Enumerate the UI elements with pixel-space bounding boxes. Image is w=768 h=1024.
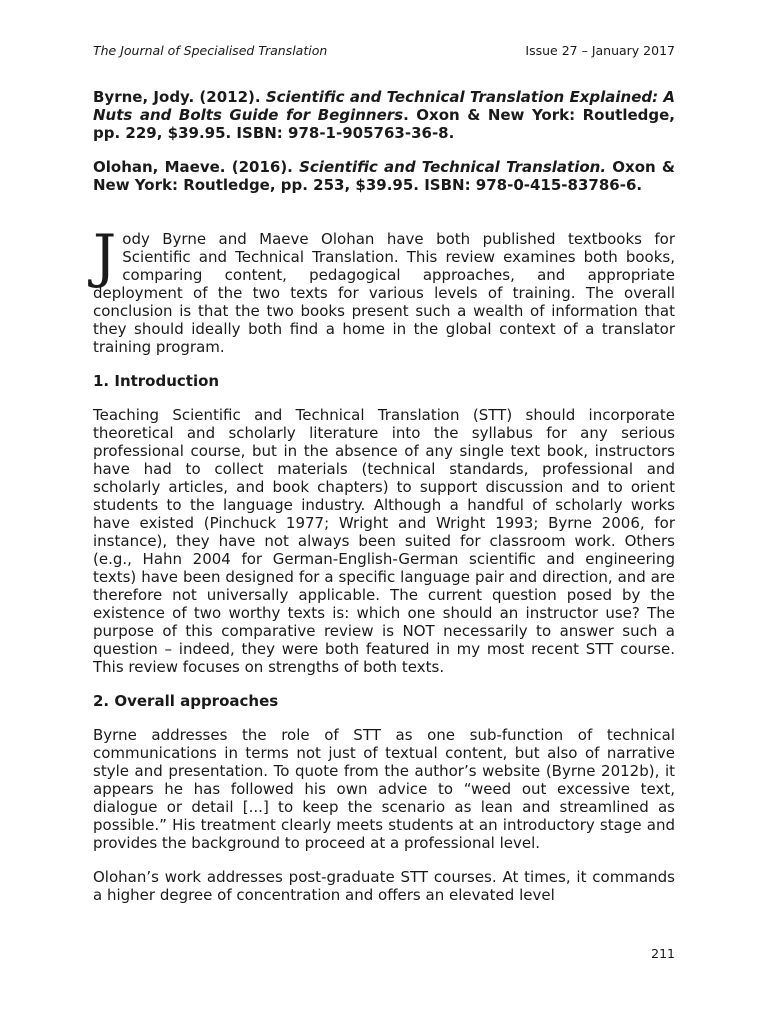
reference-olohan: [93, 158, 675, 194]
reference-byrne: [93, 88, 675, 142]
abstract-text: ody Byrne and Maeve Olohan have both published textbooks for Scientific and Technical Translation. This review examines both books, comparing content, pedagogical approaches, and appropriate deployment of the two texts for various levels of training. The overall conclusion is that the two books present such a wealth of information that they should ideally both find a home in the global context of a translator training program.: [93, 230, 675, 356]
reference-title: Scientific and Technical Translation.: [299, 158, 607, 176]
journal-title: The Journal of Specialised Translation: [93, 43, 328, 58]
reference-author: Olohan, Maeve. (2016).: [93, 158, 293, 176]
article-body: [93, 222, 675, 920]
section-heading-overall-approaches: 2. Overall approaches: [93, 692, 279, 710]
section-heading-introduction: 1. Introduction: [93, 372, 220, 390]
reference-details: Oxon & New York: Routledge, pp. 253, $39.95. ISBN: 978-0-415-83786-6.: [93, 158, 675, 194]
reference-title: Scientific and Technical Translation Explained: A Nuts and Bolts Guide for Beginners: [93, 88, 675, 124]
book-references: [93, 88, 675, 210]
page-number: 211: [651, 946, 675, 961]
drop-cap: J: [93, 222, 117, 290]
paragraph: Olohan’s work addresses post-graduate STT courses. At times, it commands a higher degree of concentration and offers an elevated level: [93, 868, 675, 904]
reference-details: . Oxon & New York: Routledge, pp. 229, $39.95. ISBN: 978-1-905763-36-8.: [93, 106, 675, 142]
journal-page: [93, 0, 675, 1024]
reference-author: Byrne, Jody. (2012).: [93, 88, 261, 106]
abstract-paragraph: [93, 222, 675, 356]
issue-label: Issue 27 – January 2017: [525, 43, 675, 58]
paragraph: Teaching Scientific and Technical Translation (STT) should incorporate theoretical and scholarly literature into the syllabus for any serious professional course, but in the absence of any single text book, instructors have had to collect materials (technical standards, professional and scholarly articles, and book chapters) to support discussion and to orient students to the language industry. Although a handful of scholarly works have existed (Pinchuck 1977; Wright and Wright 1993; Byrne 2006, for instance), they have not always been suited for classroom work. Others (e.g., Hahn 2004 for German-English-German scientific and engineering texts) have been designed for a specific language pair and direction, and are therefore not universally applicable. The current question posed by the existence of two worthy texts is: which one should an instructor use? The purpose of this comparative review is NOT necessarily to answer such a question – indeed, they were both featured in my most recent STT course. This review focuses on strengths of both texts.: [93, 406, 675, 676]
paragraph: Byrne addresses the role of STT as one sub-function of technical communications in terms not just of textual content, but also of narrative style and presentation. To quote from the author’s website (Byrne 2012b), it appears he has followed his own advice to “weed out excessive text, dialogue or detail [...] to keep the scenario as lean and streamlined as possible.” His treatment clearly meets students at an introductory stage and provides the background to proceed at a professional level.: [93, 726, 675, 852]
